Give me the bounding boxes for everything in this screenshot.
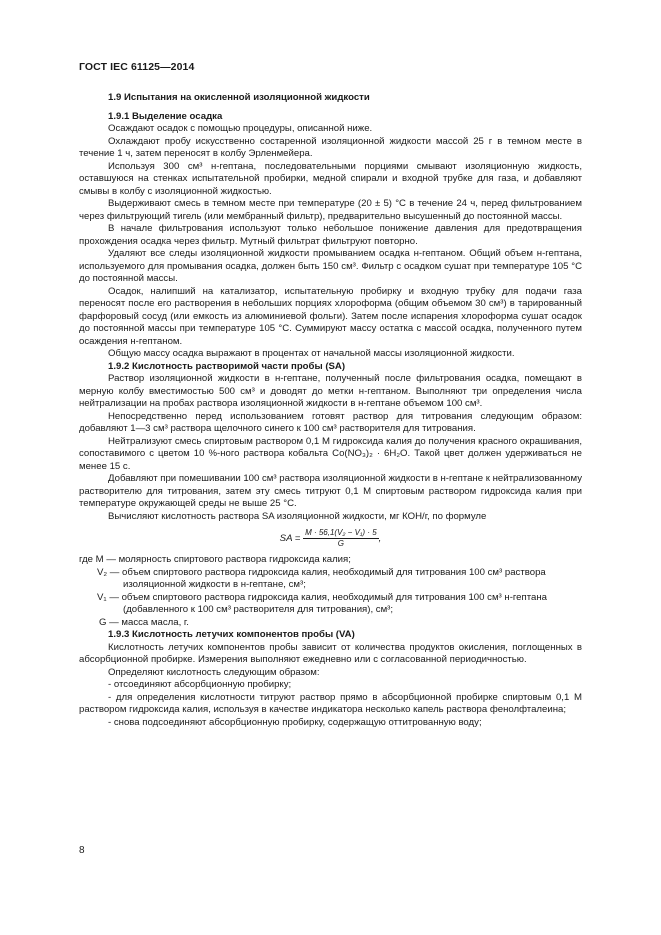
where-line: где M — молярность спиртового раствора гидроксида калия; [79, 554, 351, 565]
paragraph: Вычисляют кислотность раствора SA изоляционной жидкости, мг КОН/г, по формуле [108, 510, 487, 522]
paragraph: Непосредственно перед использованием готовят раствор для титрования следующим образом: добавляют 1—3 см³ раствора щелочного синего к 100 см³ растворителя для титрования. [79, 410, 582, 434]
paragraph: Кислотность летучих компонентов пробы зависит от количества продуктов окисления, поглощенных в абсорбционной пробирке. Измерения выполняют ежедневно или с согласованной периодичностью. [79, 641, 582, 665]
formula-lhs: SA = [279, 533, 301, 545]
paragraph: В начале фильтрования используют только небольшое понижение давления для предотвращения прохождения осадка через фильтр. Мутный фильтрат фильтруют повторно. [79, 223, 582, 247]
definition-text: — масса масла, г. [109, 616, 189, 628]
paragraph: Используя 300 см³ н-гептана, последовательными порциями смывают изоляционную жидкость, оставшуюся на стенках испытательной пробирки, медной спирали и входной трубке для газа, и добавляют смывы в колбу с изоляционной жидкостью. [79, 160, 582, 197]
formula-fraction [303, 528, 379, 549]
definition-text: — объем спиртового раствора гидроксида калия, необходимый для титрования 100 см³ раствора [109, 566, 546, 578]
document-body [79, 92, 582, 729]
definition-symbol: V₁ [97, 591, 107, 603]
definition-v2 [79, 567, 582, 580]
formula-sa [79, 528, 582, 549]
paragraph: Охлаждают пробу искусственно состаренной изоляционной жидкости массой 25 г в темном месте в течение 1 ч, затем переносят в колбу Эрленмейера. [79, 135, 582, 159]
paragraph: Удаляют все следы изоляционной жидкости промыванием осадка н-гептаном. Общий объем н-гептана, используемого для промывания осадка, должен быть 150 см³. Фильтр с осадком сушат при температуре 105 °С до постоянной массы. [79, 248, 582, 284]
definition-v2-continued: изоляционной жидкости в н-гептане, см³; [123, 579, 306, 590]
section-heading: 1.9 Испытания на окисленной изоляционной жидкости [108, 92, 370, 103]
definition-g [79, 617, 582, 630]
document-header: ГОСТ IEC 61125—2014 [79, 61, 195, 73]
definition-symbol: V₂ [97, 566, 108, 578]
definition-v1 [79, 592, 582, 605]
paragraph: Добавляют при помешивании 100 см³ раствора изоляционной жидкости в н-гептане к нейтрализованному растворителю для титрования, затем эту смесь титруют 0,1 М спиртовым раствором гидроксида калия при температуре окружающей среды не выше 25 °С. [79, 473, 582, 509]
definition-text: — объем спиртового раствора гидроксида калия, необходимый для титрования 100 см³ н-гептана [109, 591, 547, 603]
definition-symbol: G [99, 616, 107, 628]
paragraph: Выдерживают смесь в темном месте при температуре (20 ± 5) °С в течение 24 ч, перед фильтрованием через фильтрующий тигель (или мембранный фильтр), предварительно высушенный до постоянной массы. [79, 198, 582, 222]
paragraph: Общую массу осадка выражают в процентах от начальной массы изоляционной жидкости. [108, 348, 515, 359]
subsection-heading-1-9-2: 1.9.2 Кислотность растворимой части пробы (SA) [108, 360, 346, 372]
list-item: - снова подсоединяют абсорбционную пробирку, содержащую оттитрованную воду; [108, 716, 482, 728]
paragraph: Раствор изоляционной жидкости в н-гептане, полученный после фильтрования осадка, помещают в мерную колбу вместимостью 500 см³ и доводят до метки н-гептаном. Выполняют три определения числа нейтрализации на пробах раствора изоляционной жидкости в н-гептане объемом 100 см³. [79, 373, 582, 409]
formula-denominator: G [337, 539, 344, 548]
subsection-heading-1-9-3: 1.9.3 Кислотность летучих компонентов пробы (VA) [108, 629, 355, 640]
paragraph: Определяют кислотность следующим образом: [108, 666, 320, 678]
formula-numerator: M · 56,1(V₂ − V₁) · 5 [305, 528, 377, 537]
page-number: 8 [79, 845, 85, 856]
paragraph: Нейтрализуют смесь спиртовым раствором 0,1 М гидроксида калия до получения красного окрашивания, сопоставимого с цветом 10 %-ного раствора кобальта Co(NO₃)₂ · 6H₂O. Такой цвет должен удерживаться не менее 15 с. [79, 435, 582, 472]
definition-v1-continued: (добавленного к 100 см³ растворителя для титрования), см³; [123, 604, 394, 615]
paragraph: Осадок, налипший на катализатор, испытательную пробирку и входную трубку для подачи газа переносят после его растворения в небольших порциях хлороформа (общим объемом 30 см³) в тарированный фарфоровый сосуд (или емкость из алюминиевой фольги). Затем после испарения хлороформа сушат осадок до постоянной массы при температуре 105 °С. Суммируют массу остатка с массой осадка, полученного путем осаждения н-гептаном. [79, 285, 582, 347]
paragraph: Осаждают осадок с помощью процедуры, описанной ниже. [108, 123, 373, 134]
formula-tail: , [378, 533, 382, 545]
list-item: - отсоединяют абсорбционную пробирку; [108, 679, 292, 690]
list-item: - для определения кислотности титруют раствор прямо в абсорбционной пробирке спиртовым 0,1 М раствором гидроксида калия, используя в качестве индикатора несколько капель раствора фенолфталеина; [79, 691, 582, 715]
subsection-heading-1-9-1: 1.9.1 Выделение осадка [108, 110, 223, 122]
